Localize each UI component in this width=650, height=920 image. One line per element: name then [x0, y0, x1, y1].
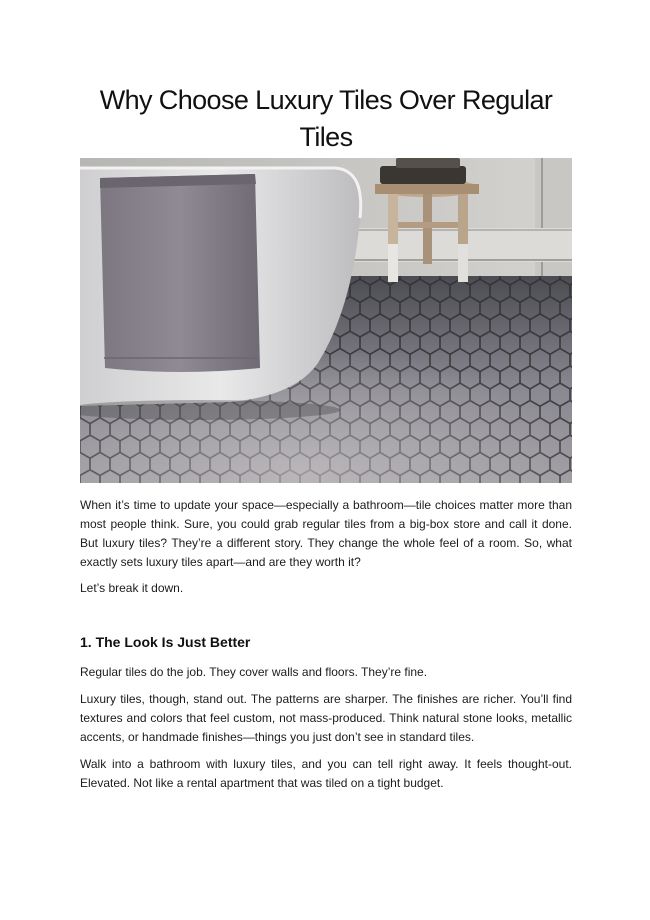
section-paragraph-1: Regular tiles do the job. They cover walls and floors. They’re fine. [80, 665, 428, 679]
section-paragraph-3: Walk into a bathroom with luxury tiles, and you can tell right away. It feels thought-out. Elevated. Not like a rental apartment that was tiled on a tight budget. [80, 757, 572, 790]
section-heading: 1. The Look Is Just Better [80, 634, 251, 650]
towel [100, 174, 260, 372]
hero-image [80, 158, 572, 483]
breakdown-paragraph: Let’s break it down. [80, 581, 184, 595]
wooden-stool [375, 158, 479, 282]
section-paragraph-2: Luxury tiles, though, stand out. The patterns are sharper. The finishes are richer. You’ll find textures and colors that feel custom, not mass-produced. Think natural stone looks, metallic accents, or handmade finishes—things you just don’t see in standard tiles. [80, 692, 572, 744]
page-title: Why Choose Luxury Tiles Over Regular Tiles [99, 85, 553, 152]
intro-paragraph: When it’s time to update your space—especially a bathroom—tile choices matter more than most people think. Sure, you could grab regular tiles from a big-box store and call it done. But luxury tiles? They’re a different story. They change the whole feel of a room. So, what exactly sets luxury tiles apart—and are they worth it? [80, 498, 572, 569]
